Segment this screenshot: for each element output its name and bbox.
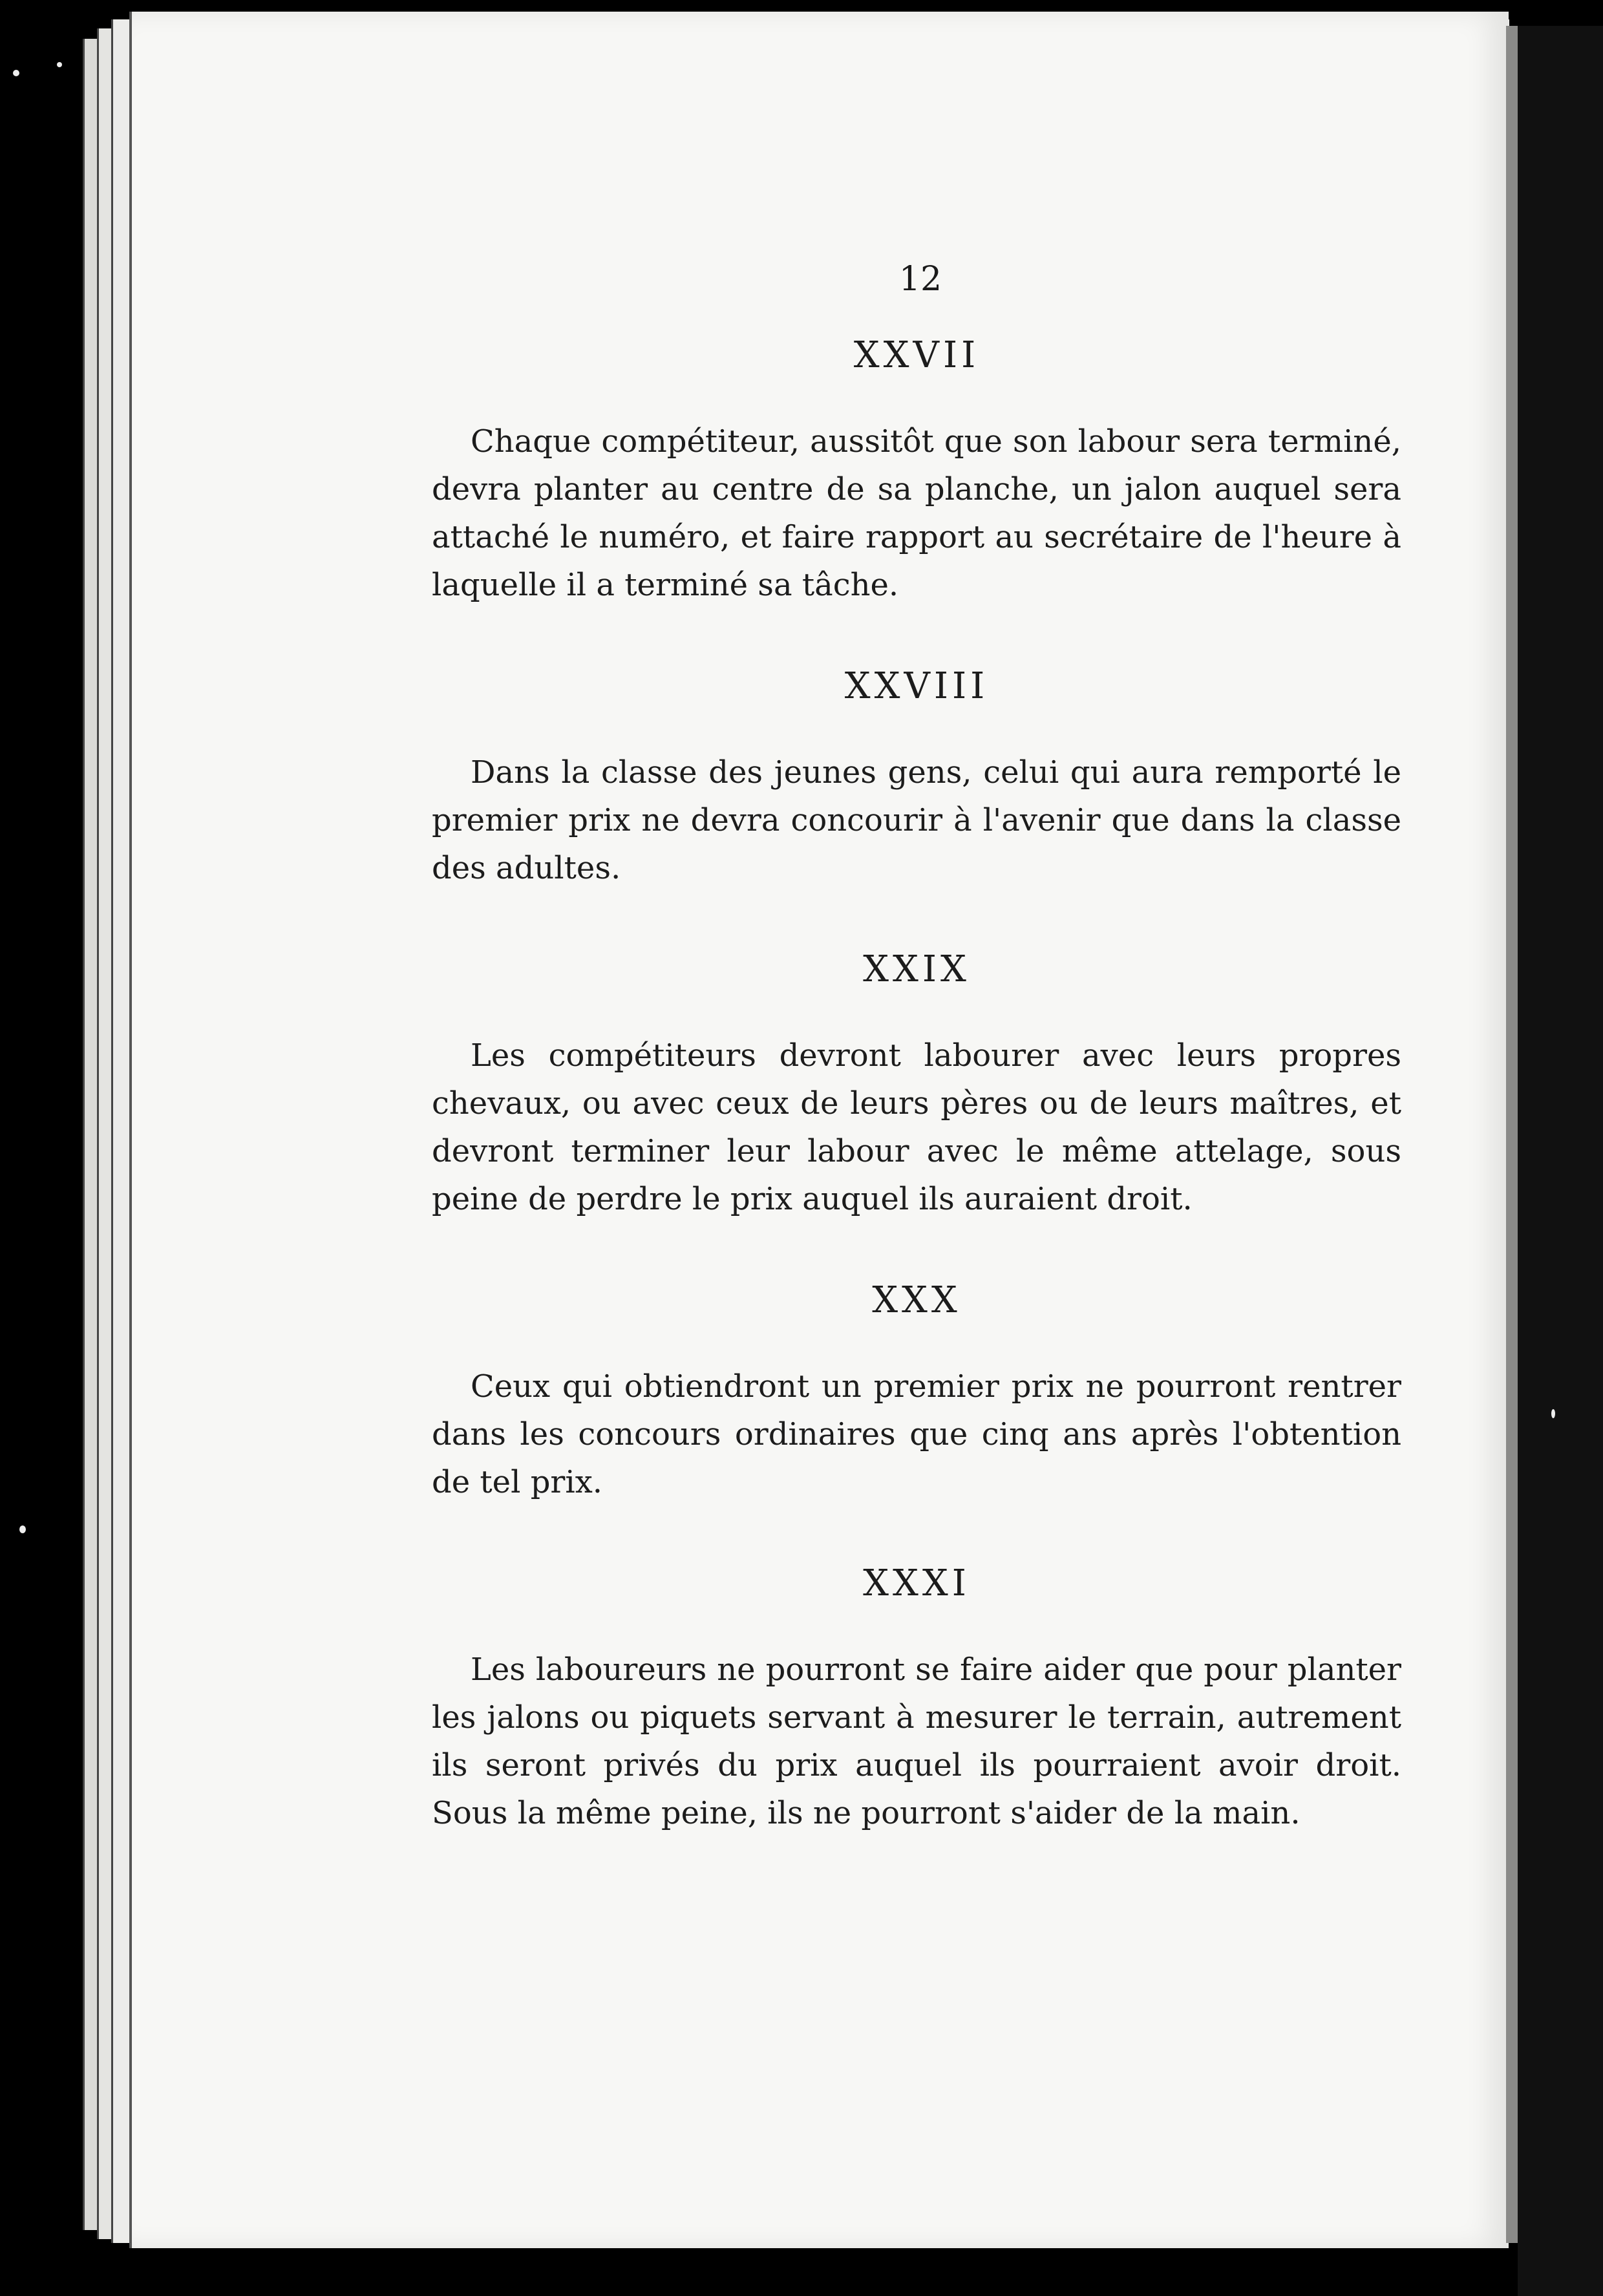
article-body: Dans la classe des jeunes gens, celui qui aura remporté le premier prix ne devra concourir à l'avenir que dans la classe des adultes. — [432, 754, 1401, 886]
page-number: 12 — [898, 260, 942, 299]
article-heading: XXVIII — [844, 665, 989, 707]
article-section — [432, 944, 1401, 1223]
document-content — [432, 330, 1401, 1889]
article-body: Les laboureurs ne pourront se faire aider que pour planter les jalons ou piquets servant à mesurer le terrain, autrement ils seront privés du prix auquel ils pourraient avoir droit. Sous la même peine, ils ne pourront s'aider de la main. — [432, 1652, 1401, 1831]
article-section — [432, 1558, 1401, 1837]
article-section — [432, 1275, 1401, 1506]
scan-speck — [19, 1525, 26, 1533]
article-heading: XXIX — [863, 948, 970, 990]
scan-speck — [57, 62, 62, 67]
scan-speck — [13, 70, 19, 76]
article-body: Ceux qui obtiendront un premier prix ne pourront rentrer dans les concours ordinaires que cinq ans après l'obtention de tel prix. — [432, 1368, 1401, 1500]
article-body: Les compétiteurs devront labourer avec leurs propres chevaux, ou avec ceux de leurs pères ou de leurs maîtres, et devront terminer leur labour avec le même attelage, sous peine de perdre le prix auquel ils auraient droit. — [432, 1037, 1401, 1217]
page-gutter-edge — [1506, 26, 1518, 2243]
scan-speck — [1551, 1409, 1555, 1418]
article-heading: XXVII — [853, 334, 980, 376]
article-section — [432, 661, 1401, 892]
article-body: Chaque compétiteur, aussitôt que son labour sera terminé, devra planter au centre de sa planche, un jalon auquel sera attaché le numéro, et faire rapport au secrétaire de l'heure à laquelle il a terminé sa tâche. — [432, 423, 1401, 603]
article-section — [432, 330, 1401, 609]
article-heading: XXXI — [863, 1562, 970, 1604]
article-heading: XXX — [872, 1279, 961, 1321]
scan-background — [1518, 26, 1603, 2296]
